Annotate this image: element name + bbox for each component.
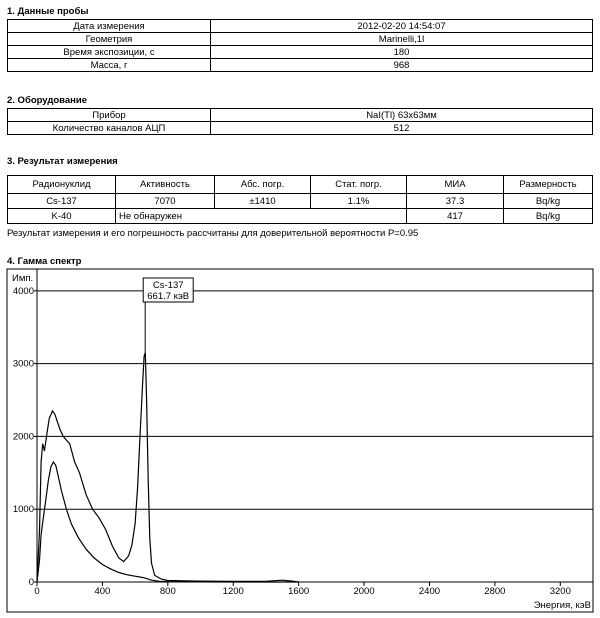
cell-unit: Bq/kg <box>504 209 593 224</box>
x-tick-label: 0 <box>34 586 40 597</box>
header-stat-error: Стат. погр. <box>311 176 407 194</box>
cell-stat-error: 1.1% <box>311 194 407 209</box>
x-tick-label: 3200 <box>549 586 571 597</box>
spectrum-line-2 <box>37 462 299 582</box>
cell-mda: 37.3 <box>407 194 504 209</box>
chart-frame <box>7 269 593 612</box>
sample-exposure-label: Время экспозиции, с <box>8 46 211 59</box>
y-tick-label: 2000 <box>12 431 34 443</box>
header-activity: Активность <box>116 176 215 194</box>
x-tick-label: 2800 <box>484 586 506 597</box>
y-tick-label: 4000 <box>12 285 34 297</box>
header-mda: МИА <box>407 176 504 194</box>
sample-date-label: Дата измерения <box>8 20 211 33</box>
sample-mass-value: 968 <box>211 59 593 72</box>
section-title-results: 3. Результат измерения <box>7 156 118 167</box>
sample-geometry-value: Marinelli,1l <box>211 33 593 46</box>
x-tick-label: 1200 <box>222 586 244 597</box>
y-tick-label: 3000 <box>12 358 34 370</box>
spectrum-line-1 <box>37 353 299 582</box>
cell-abs-error: ±1410 <box>215 194 311 209</box>
chart-series <box>37 353 299 582</box>
chart-grid <box>37 269 593 582</box>
sample-mass-label: Масса, г <box>8 59 211 72</box>
confidence-note: Результат измерения и его погрешность рассчитаны для доверительной вероятности P=0.95 <box>7 228 419 239</box>
cell-activity: 7070 <box>116 194 215 209</box>
header-nuclide: Радионуклид <box>8 176 116 194</box>
cell-activity: Не обнаружен <box>116 209 407 224</box>
header-unit: Размерность <box>504 176 593 194</box>
x-tick-label: 1600 <box>288 586 310 597</box>
y-tick-label: 1000 <box>12 504 34 516</box>
peak-label-energy: 661.7 кэВ <box>147 291 190 302</box>
x-tick-label: 2000 <box>353 586 375 597</box>
section-title-equipment: 2. Оборудование <box>7 95 88 106</box>
peak-label-nuclide: Cs-137 <box>152 280 184 291</box>
section-title-spectrum: 4. Гамма спектр <box>7 256 82 267</box>
y-axis-label: Имп. <box>12 273 34 284</box>
cell-nuclide: K-40 <box>8 209 116 224</box>
header-abs-error: Абс. погр. <box>215 176 311 194</box>
cell-nuclide: Cs-137 <box>8 194 116 209</box>
section-title-sample: 1. Данные пробы <box>7 6 89 17</box>
sample-exposure-value: 180 <box>211 46 593 59</box>
x-tick-label: 800 <box>159 586 176 597</box>
x-axis-label: Энергия, кэВ <box>533 600 591 611</box>
x-tick-label: 400 <box>94 586 111 597</box>
cell-mda: 417 <box>407 209 504 224</box>
peak-annotation <box>143 278 193 353</box>
y-tick-label: 0 <box>28 577 34 588</box>
cell-unit: Bq/kg <box>504 194 593 209</box>
sample-geometry-label: Геометрия <box>8 33 211 46</box>
equipment-channels-label: Количество каналов АЦП <box>8 122 211 135</box>
equipment-device-value: NaI(Tl) 63x63мм <box>211 109 593 122</box>
sample-date-value: 2012-02-20 14:54:07 <box>211 20 593 33</box>
equipment-channels-value: 512 <box>211 122 593 135</box>
chart-ticks <box>13 286 571 597</box>
equipment-device-label: Прибор <box>8 109 211 122</box>
x-tick-label: 2400 <box>418 586 441 597</box>
